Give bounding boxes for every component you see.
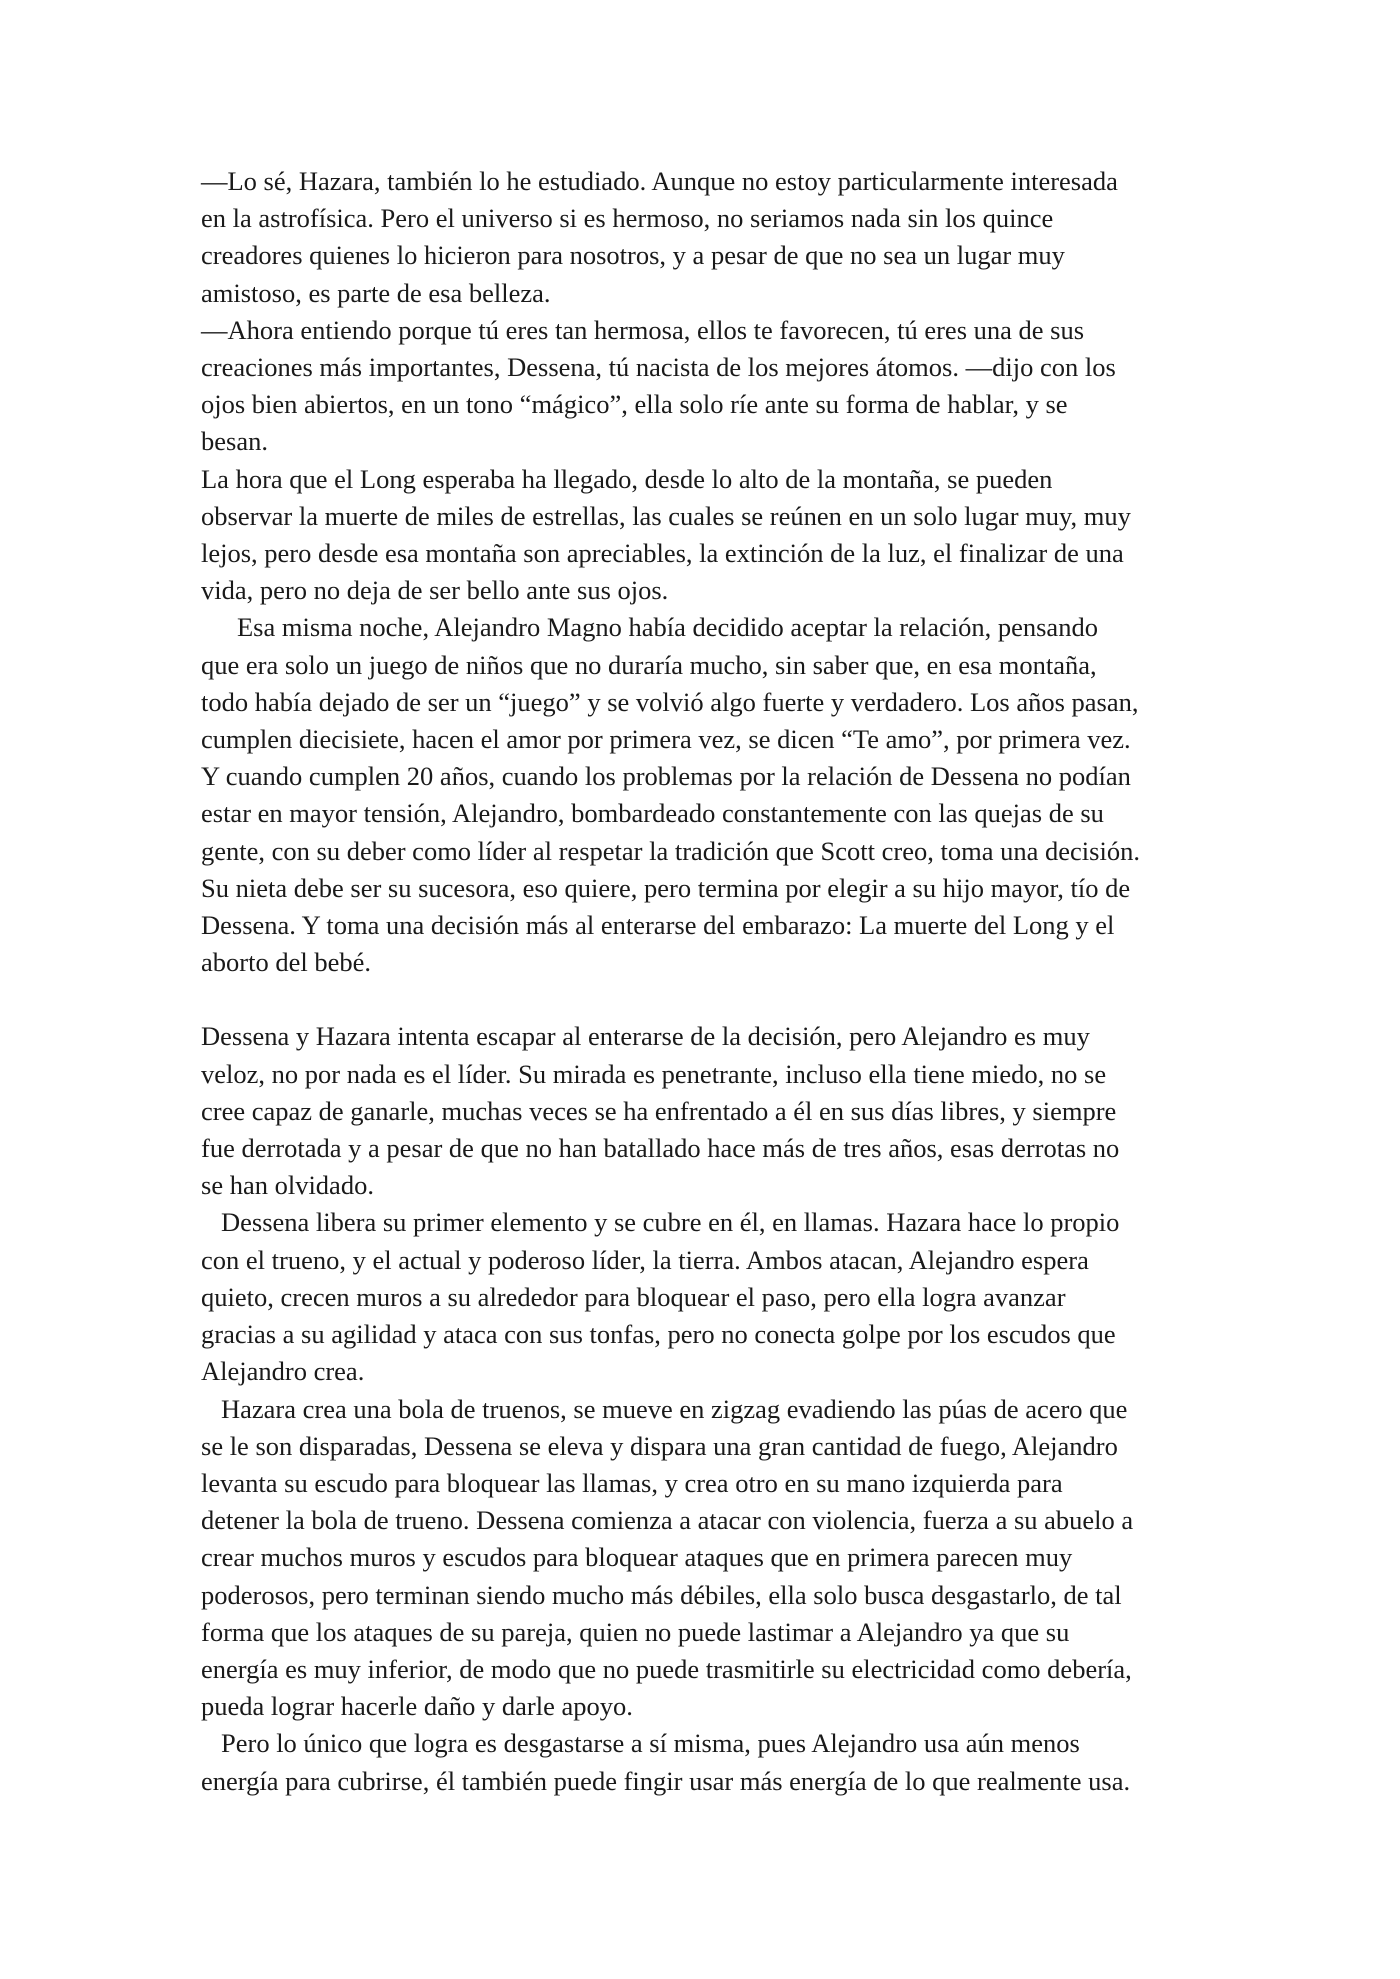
text-line: detener la bola de trueno. Dessena comienza a atacar con violencia, fuerza a su abuelo a [201,1505,1134,1536]
text-line: amistoso, es parte de esa belleza. [201,277,551,308]
text-line: Dessena. Y toma una decisión más al enterarse del embarazo: La muerte del Long y el [201,910,1115,941]
text-line: cumplen diecisiete, hacen el amor por primera vez, se dicen “Te amo”, por primera vez. [201,724,1131,755]
paragraph [201,1391,1213,1726]
text-line: —Ahora entiendo porque tú eres tan hermosa, ellos te favorecen, tú eres una de sus [201,314,1085,345]
text-line: estar en mayor tensión, Alejandro, bombardeado constantemente con las quejas de su [201,798,1104,829]
text-line: fue derrotada y a pesar de que no han batallado hace más de tres años, esas derrotas no [201,1133,1120,1164]
text-line: observar la muerte de miles de estrellas, las cuales se reúnen en un solo lugar muy, muy [201,500,1131,531]
paragraph [201,609,1213,981]
text-line: Hazara crea una bola de truenos, se mueve en zigzag evadiendo las púas de acero que [221,1393,1128,1424]
paragraph [201,1725,1213,1799]
paragraph [201,1204,1213,1390]
text-line: energía es muy inferior, de modo que no puede trasmitirle su electricidad como debería, [201,1653,1132,1684]
text-line: energía para cubrirse, él también puede fingir usar más energía de lo que realmente usa. [201,1765,1131,1796]
text-line: en la astrofísica. Pero el universo si es hermoso, no seriamos nada sin los quince [201,203,1054,234]
text-line: forma que los ataques de su pareja, quien no puede lastimar a Alejandro ya que su [201,1616,1070,1647]
paragraph [201,461,1213,610]
text-line: se han olvidado. [201,1170,374,1201]
text-line: ojos bien abiertos, en un tono “mágico”, ella solo ríe ante su forma de hablar, y se [201,389,1068,420]
paragraph [201,1018,1213,1204]
text-line: quieto, crecen muros a su alrededor para bloquear el paso, pero ella logra avanzar [201,1281,1066,1312]
text-line: pueda lograr hacerle daño y darle apoyo. [201,1691,633,1722]
text-line: gente, con su deber como líder al respetar la tradición que Scott creo, toma una decisión. [201,835,1140,866]
text-line: —Lo sé, Hazara, también lo he estudiado. Aunque no estoy particularmente interesada [201,166,1118,196]
text-line: Dessena libera su primer elemento y se cubre en él, en llamas. Hazara hace lo propio [221,1207,1120,1238]
text-line: se le son disparadas, Dessena se eleva y dispara una gran cantidad de fuego, Alejandro [201,1430,1118,1461]
text-line: crear muchos muros y escudos para bloquear ataques que en primera parecen muy [201,1542,1073,1573]
text-line: veloz, no por nada es el líder. Su mirada es penetrante, incluso ella tiene miedo, no se [201,1058,1107,1089]
text-line: Esa misma noche, Alejandro Magno había decidido aceptar la relación, pensando [237,612,1098,643]
paragraph [201,312,1213,461]
text-line: vida, pero no deja de ser bello ante sus ojos. [201,575,669,606]
text-line: creadores quienes lo hicieron para nosotros, y a pesar de que no sea un lugar muy [201,240,1065,271]
text-line: poderosos, pero terminan siendo mucho más débiles, ella solo busca desgastarlo, de tal [201,1579,1122,1610]
text-line: Dessena y Hazara intenta escapar al enterarse de la decisión, pero Alejandro es muy [201,1021,1090,1052]
text-line: La hora que el Long esperaba ha llegado, desde lo alto de la montaña, se pueden [201,463,1053,494]
text-line: Y cuando cumplen 20 años, cuando los problemas por la relación de Dessena no podían [201,761,1131,792]
text-line: Pero lo único que logra es desgastarse a sí misma, pues Alejandro usa aún menos [221,1728,1080,1759]
text-line: creaciones más importantes, Dessena, tú nacista de los mejores átomos. —dijo con los [201,352,1116,383]
text-line: todo había dejado de ser un “juego” y se volvió algo fuerte y verdadero. Los años pasan, [201,686,1139,717]
paragraph-gap [201,981,1213,1018]
text-line: aborto del bebé. [201,947,371,978]
text-line: lejos, pero desde esa montaña son apreciables, la extinción de la luz, el finalizar de una [201,538,1124,569]
text-line: levanta su escudo para bloquear las llamas, y crea otro en su mano izquierda para [201,1467,1063,1498]
text-line: Su nieta debe ser su sucesora, eso quiere, pero termina por elegir a su hijo mayor, tío de [201,872,1131,903]
text-line: que era solo un juego de niños que no duraría mucho, sin saber que, en esa montaña, [201,649,1097,680]
text-line: Alejandro crea. [201,1356,365,1387]
text-line: con el trueno, y el actual y poderoso líder, la tierra. Ambos atacan, Alejandro espera [201,1244,1089,1275]
text-line: besan. [201,426,268,457]
paragraph [201,163,1213,312]
document-page [201,163,1213,1800]
text-line: cree capaz de ganarle, muchas veces se ha enfrentado a él en sus días libres, y siempre [201,1095,1117,1126]
text-line: gracias a su agilidad y ataca con sus tonfas, pero no conecta golpe por los escudos que [201,1319,1116,1350]
